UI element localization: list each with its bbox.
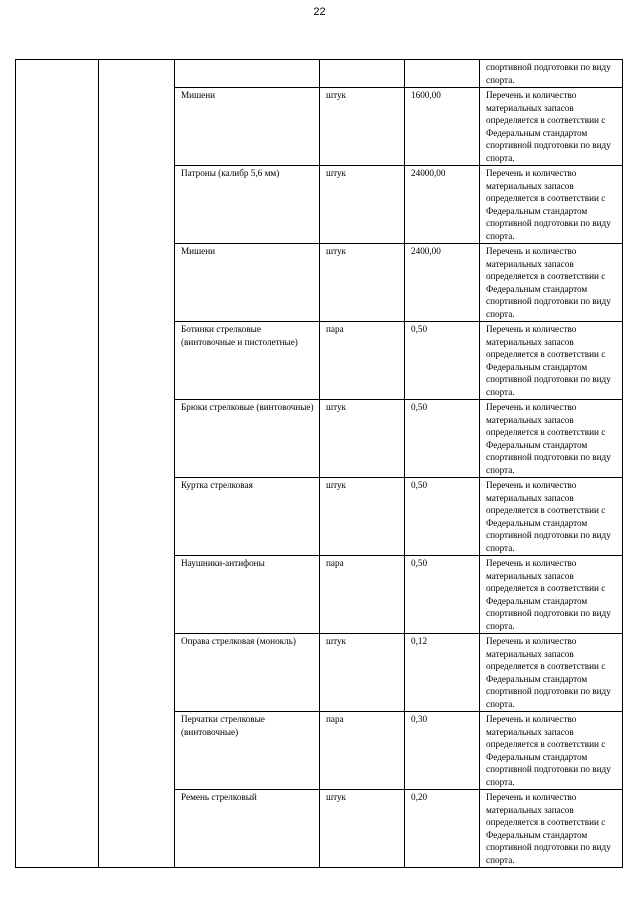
item-name: Ботинки стрелковые (винтовочные и пистолетные) bbox=[175, 322, 320, 400]
item-name: Наушники-антифоны bbox=[175, 556, 320, 634]
item-note: Перечень и количество материальных запасов определяется в соответствии с Федеральным стандартом спортивной подготовки по виду спорта. bbox=[480, 712, 623, 790]
item-unit: штук bbox=[320, 244, 405, 322]
item-note: Перечень и количество материальных запасов определяется в соответствии с Федеральным стандартом спортивной подготовки по виду спорта. bbox=[480, 556, 623, 634]
item-name: Брюки стрелковые (винтовочные) bbox=[175, 400, 320, 478]
page-number: 22 bbox=[313, 6, 326, 18]
empty-column-2 bbox=[99, 60, 175, 868]
item-quantity: 0,50 bbox=[405, 322, 480, 400]
item-quantity: 0,30 bbox=[405, 712, 480, 790]
item-quantity: 1600,00 bbox=[405, 88, 480, 166]
item-note: Перечень и количество материальных запасов определяется в соответствии с Федеральным стандартом спортивной подготовки по виду спорта. bbox=[480, 166, 623, 244]
item-quantity: 24000,00 bbox=[405, 166, 480, 244]
materials-table bbox=[15, 59, 623, 868]
item-unit bbox=[320, 60, 405, 88]
empty-column-1 bbox=[16, 60, 99, 868]
item-unit: штук bbox=[320, 634, 405, 712]
item-unit: штук bbox=[320, 478, 405, 556]
item-name bbox=[175, 60, 320, 88]
item-quantity: 0,50 bbox=[405, 478, 480, 556]
item-note: спортивной подготовки по виду спорта. bbox=[480, 60, 623, 88]
item-note: Перечень и количество материальных запасов определяется в соответствии с Федеральным стандартом спортивной подготовки по виду спорта. bbox=[480, 322, 623, 400]
item-quantity: 0,50 bbox=[405, 556, 480, 634]
item-name: Перчатки стрелковые (винтовочные) bbox=[175, 712, 320, 790]
item-name: Мишени bbox=[175, 244, 320, 322]
item-note: Перечень и количество материальных запасов определяется в соответствии с Федеральным стандартом спортивной подготовки по виду спорта. bbox=[480, 400, 623, 478]
item-unit: штук bbox=[320, 400, 405, 478]
item-quantity: 0,50 bbox=[405, 400, 480, 478]
item-unit: пара bbox=[320, 712, 405, 790]
item-quantity: 0,12 bbox=[405, 634, 480, 712]
table-row bbox=[16, 60, 623, 88]
item-unit: штук bbox=[320, 166, 405, 244]
item-name: Патроны (калибр 5,6 мм) bbox=[175, 166, 320, 244]
item-quantity bbox=[405, 60, 480, 88]
item-unit: штук bbox=[320, 790, 405, 868]
item-quantity: 0,20 bbox=[405, 790, 480, 868]
item-note: Перечень и количество материальных запасов определяется в соответствии с Федеральным стандартом спортивной подготовки по виду спорта. bbox=[480, 478, 623, 556]
item-note: Перечень и количество материальных запасов определяется в соответствии с Федеральным стандартом спортивной подготовки по виду спорта. bbox=[480, 790, 623, 868]
item-name: Оправа стрелковая (монокль) bbox=[175, 634, 320, 712]
item-note: Перечень и количество материальных запасов определяется в соответствии с Федеральным стандартом спортивной подготовки по виду спорта. bbox=[480, 244, 623, 322]
item-name: Мишени bbox=[175, 88, 320, 166]
item-quantity: 2400,00 bbox=[405, 244, 480, 322]
item-note: Перечень и количество материальных запасов определяется в соответствии с Федеральным стандартом спортивной подготовки по виду спорта. bbox=[480, 88, 623, 166]
item-unit: пара bbox=[320, 556, 405, 634]
item-name: Ремень стрелковый bbox=[175, 790, 320, 868]
item-unit: штук bbox=[320, 88, 405, 166]
item-name: Куртка стрелковая bbox=[175, 478, 320, 556]
item-note: Перечень и количество материальных запасов определяется в соответствии с Федеральным стандартом спортивной подготовки по виду спорта. bbox=[480, 634, 623, 712]
item-unit: пара bbox=[320, 322, 405, 400]
